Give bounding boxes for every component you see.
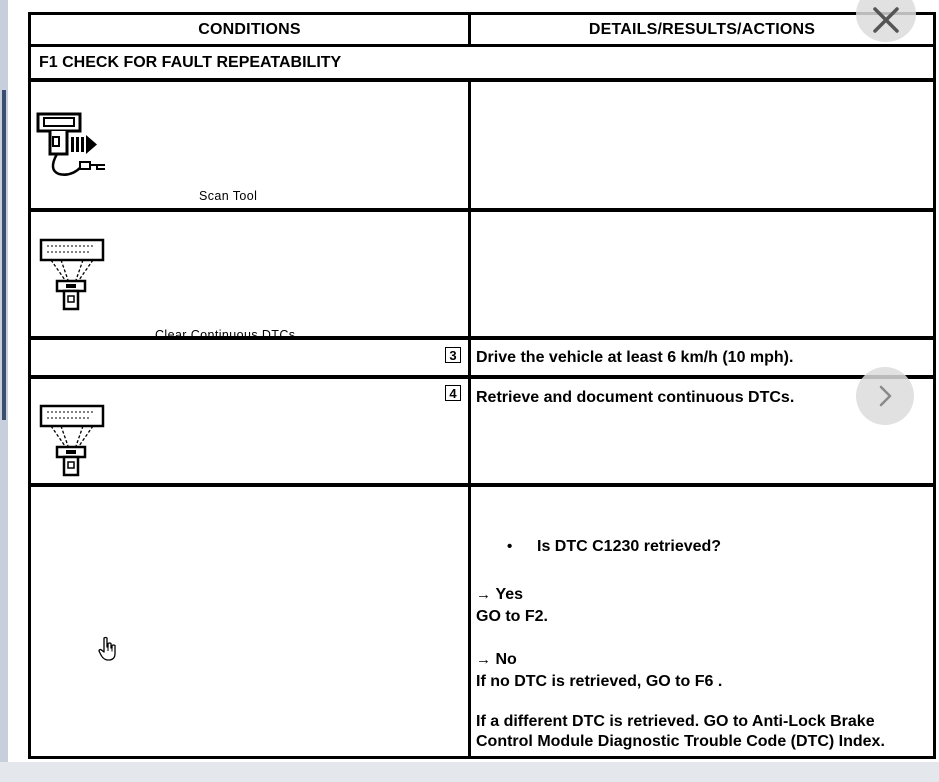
scan-tool-caption: Scan Tool — [199, 189, 258, 203]
step-number-3: 3 — [445, 347, 461, 363]
question-bullet: • — [507, 538, 513, 555]
conditions-cell-scan-tool — [31, 82, 468, 208]
display-unit-icon — [39, 404, 109, 484]
image-viewer — [8, 0, 939, 762]
no-action-2-line-2: Control Module Diagnostic Trouble Code (DTC) Index. — [476, 733, 885, 750]
next-page-button[interactable] — [856, 367, 914, 425]
arrow-right-icon: → — [476, 586, 491, 603]
conditions-cell-step-3 — [31, 340, 468, 375]
hand-cursor-icon — [98, 636, 118, 662]
left-edge-accent — [2, 90, 6, 420]
step-4-details: Retrieve and document continuous DTCs. — [476, 389, 795, 406]
arrow-right-icon: → — [476, 651, 491, 668]
diagnostic-table — [28, 12, 936, 759]
scan-tool-icon — [33, 110, 113, 190]
clear-dtcs-caption: Clear Continuous DTCs — [155, 328, 296, 342]
no-action-2-line-1: If a different DTC is retrieved. GO to Anti-Lock Brake — [476, 713, 875, 730]
details-cell-empty — [471, 212, 933, 336]
conditions-cell-clear-dtcs — [31, 212, 468, 342]
no-branch — [476, 650, 517, 670]
yes-label: Yes — [495, 586, 524, 603]
details-cell-empty — [471, 82, 933, 208]
step-3-details: Drive the vehicle at least 6 km/h (10 mph). — [476, 349, 794, 366]
left-window-edge — [0, 0, 8, 782]
yes-branch — [476, 585, 523, 605]
conditions-cell-empty — [31, 487, 468, 759]
display-unit-icon — [39, 238, 109, 318]
conditions-cell-step-4 — [31, 379, 468, 483]
result-details-cell — [471, 487, 933, 759]
step-number-4: 4 — [445, 385, 461, 401]
close-icon — [871, 5, 901, 35]
no-action-1: If no DTC is retrieved, GO to F6 . — [476, 673, 723, 690]
chevron-right-icon — [875, 384, 895, 408]
yes-action: GO to F2. — [476, 608, 548, 625]
details-header: DETAILS/RESULTS/ACTIONS — [588, 20, 816, 38]
section-title: F1 CHECK FOR FAULT REPEATABILITY — [39, 53, 342, 71]
no-label: No — [495, 651, 517, 668]
bottom-window-edge — [0, 762, 939, 782]
conditions-header: CONDITIONS — [198, 20, 301, 38]
question-text: Is DTC C1230 retrieved? — [537, 538, 722, 555]
